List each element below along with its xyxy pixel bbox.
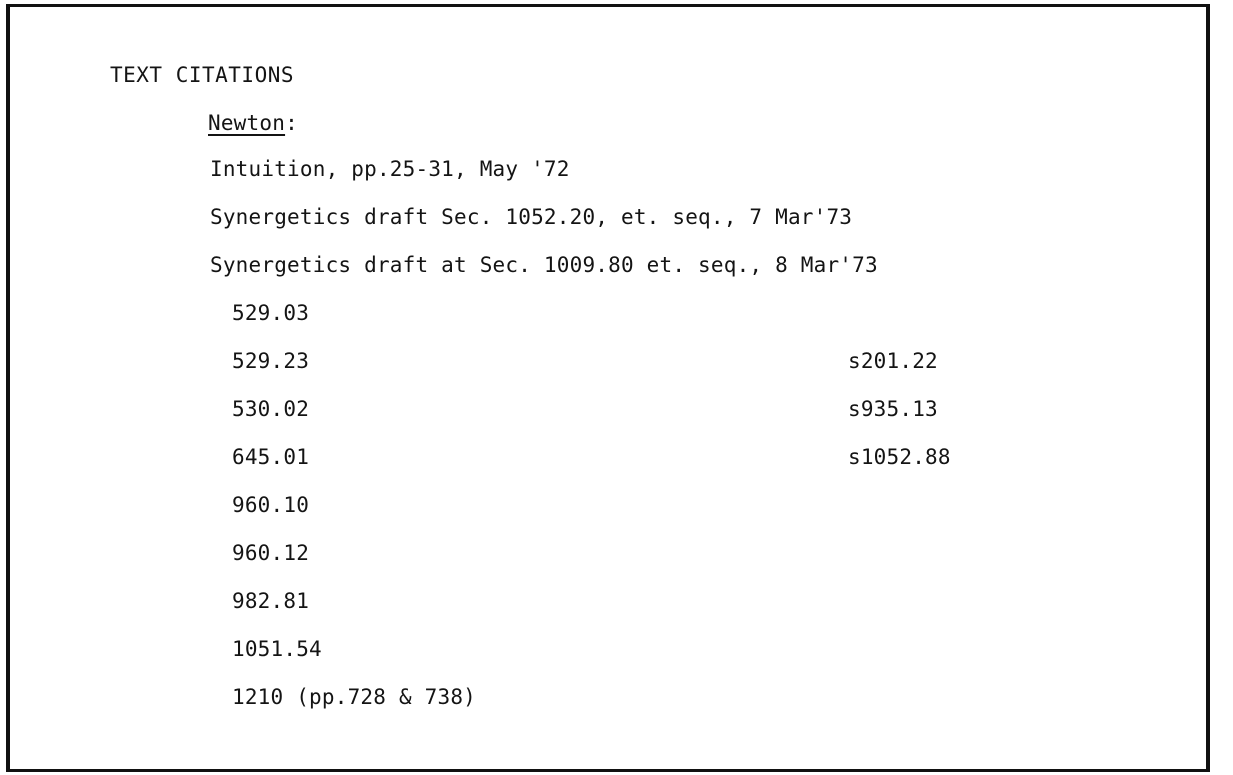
citation-number: 1051.54 — [232, 637, 322, 661]
source-line-3: Synergetics draft at Sec. 1009.80 et. seq., 8 Mar'73 — [210, 253, 878, 277]
citation-number: 982.81 — [232, 589, 310, 613]
source-line-1: Intuition, pp.25-31, May '72 — [210, 157, 570, 181]
citation-number: 529.23 — [232, 349, 310, 373]
section-heading: TEXT CITATIONS — [110, 63, 295, 87]
author-name: Newton — [208, 111, 286, 135]
citation-number: 529.03 — [232, 301, 310, 325]
cross-reference: s935.13 — [848, 397, 938, 421]
citation-number: 960.12 — [232, 541, 310, 565]
source-line-2: Synergetics draft Sec. 1052.20, et. seq., 7 Mar'73 — [210, 205, 853, 229]
citation-number: 645.01 — [232, 445, 310, 469]
citation-number: 530.02 — [232, 397, 310, 421]
citation-number: 1210 (pp.728 & 738) — [232, 685, 477, 709]
citation-card — [6, 4, 1210, 772]
cross-reference: s1052.88 — [848, 445, 951, 469]
author-suffix: : — [285, 111, 298, 135]
author-name-line — [208, 111, 298, 135]
citation-number: 960.10 — [232, 493, 310, 517]
cross-reference: s201.22 — [848, 349, 938, 373]
